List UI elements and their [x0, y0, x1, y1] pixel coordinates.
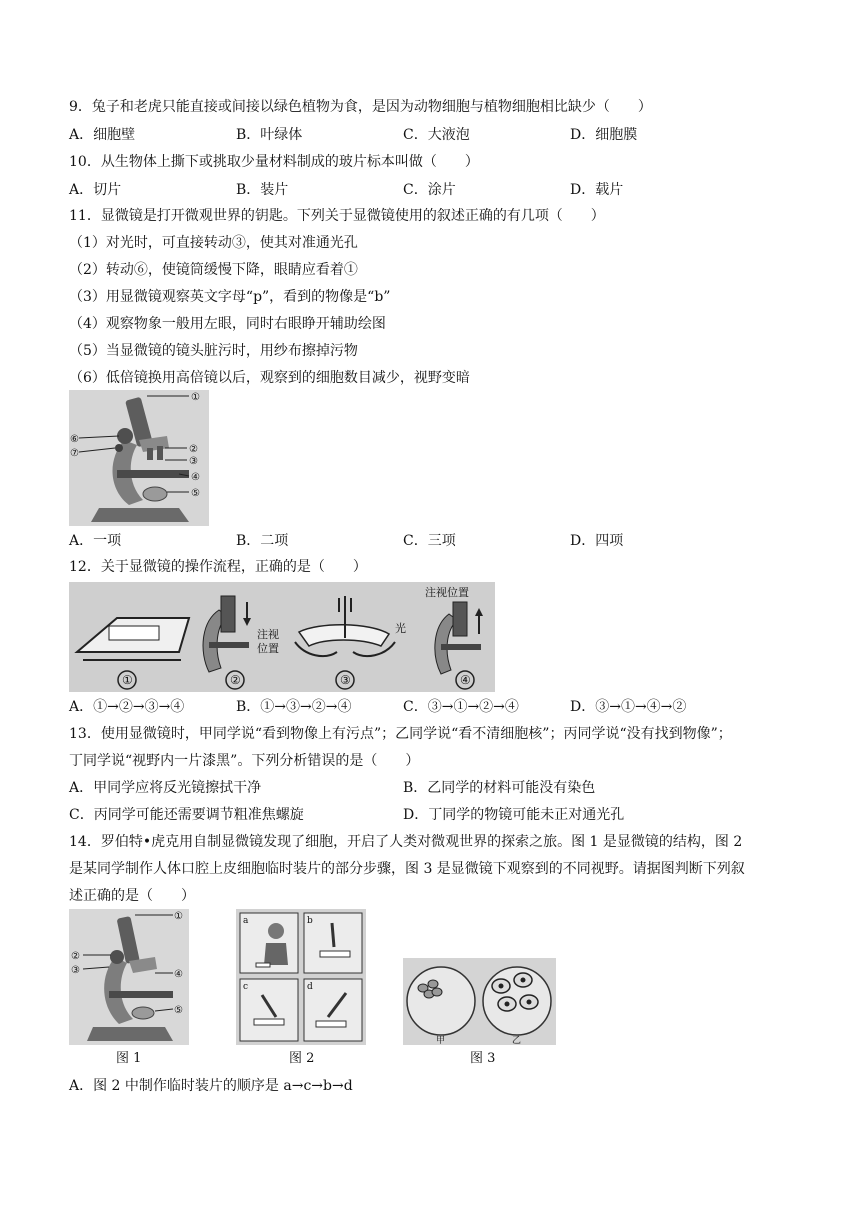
q10-option-b[interactable]: B．装片	[236, 182, 289, 198]
q11-fig-label-5: ⑤	[191, 488, 200, 499]
q12-fig-note-light: 光	[395, 622, 406, 635]
q14-fig2-label-b: b	[307, 916, 313, 926]
q9-option-d[interactable]: D．细胞膜	[570, 127, 638, 143]
q13-option-c[interactable]: C．丙同学可能还需要调节粗准焦螺旋	[69, 807, 304, 823]
q14-fig2-label-c: c	[243, 982, 249, 992]
q9-stem: 9．兔子和老虎只能直接或间接以绿色植物为食，是因为动物细胞与植物细胞相比缺少（ ）	[69, 99, 652, 115]
q12-procedure-figure	[69, 582, 495, 692]
q9-option-c[interactable]: C．大液泡	[403, 127, 470, 143]
q10-option-c[interactable]: C．涂片	[403, 182, 456, 198]
q14-fig1-label-5: ⑤	[174, 1005, 183, 1016]
q11-fig-label-4: ④	[191, 472, 200, 483]
q11-item-6: （6）低倍镜换用高倍镜以后，观察到的细胞数目减少，视野变暗	[69, 370, 470, 386]
q13-option-d[interactable]: D．丁同学的物镜可能未正对通光孔	[403, 807, 625, 823]
q14-option-a[interactable]: A．图 2 中制作临时装片的顺序是 a→c→b→d	[69, 1078, 353, 1094]
q13-stem-line2: 丁同学说“视野内一片漆黑”。下列分析错误的是（ ）	[69, 753, 420, 769]
q9-option-a[interactable]: A．细胞壁	[69, 127, 136, 143]
q11-fig-label-3: ③	[189, 456, 198, 467]
q11-option-a[interactable]: A．一项	[69, 533, 122, 549]
q10-option-d[interactable]: D．载片	[570, 182, 624, 198]
q13-option-a[interactable]: A．甲同学应将反光镜擦拭干净	[69, 780, 262, 796]
q14-stem-line3: 述正确的是（ ）	[69, 888, 195, 904]
q11-microscope-figure	[69, 390, 209, 526]
q14-fig1-label-3: ③	[71, 965, 80, 976]
q12-fig-note-zhushi: 注视	[257, 628, 279, 641]
q11-fig-label-7: ⑦	[70, 448, 79, 459]
q11-item-3: （3）用显微镜观察英文字母“p”，看到的物像是“b”	[69, 289, 391, 305]
q10-stem: 10．从生物体上撕下或挑取少量材料制成的玻片标本叫做（ ）	[69, 154, 479, 170]
q12-fig-step1: ①	[122, 673, 133, 687]
q14-fig1-microscope	[69, 909, 189, 1045]
q14-fig3-label-yi: 乙	[512, 1036, 522, 1045]
q14-caption-fig3: 图 3	[470, 1051, 496, 1066]
q14-fig2-label-d: d	[307, 982, 313, 992]
q13-option-b[interactable]: B．乙同学的材料可能没有染色	[403, 780, 596, 796]
q14-stem-line2: 是某同学制作人体口腔上皮细胞临时装片的部分步骤，图 3 是显微镜下观察到的不同视野。请据图判断下列叙	[69, 861, 745, 877]
q14-fig1-label-2: ②	[71, 951, 80, 962]
q12-fig-step4: ④	[460, 673, 471, 687]
q11-option-b[interactable]: B．二项	[236, 533, 289, 549]
q12-fig-step2: ②	[230, 673, 241, 687]
q12-option-d[interactable]: D．③→①→④→②	[570, 699, 687, 715]
q14-fig3-label-jia: 甲	[436, 1036, 446, 1045]
q11-option-c[interactable]: C．三项	[403, 533, 456, 549]
q10-option-a[interactable]: A．切片	[69, 182, 122, 198]
q14-fig1-label-1: ①	[174, 911, 183, 922]
q11-item-2: （2）转动⑥，使镜筒缓慢下降，眼睛应看着①	[69, 262, 358, 278]
q11-fig-label-2: ②	[189, 444, 198, 455]
q12-fig-step3: ③	[340, 673, 351, 687]
q14-caption-fig1: 图 1	[116, 1051, 142, 1066]
q12-option-b[interactable]: B．①→③→②→④	[236, 699, 352, 715]
q12-fig-note-weizhi: 位置	[257, 642, 279, 655]
q11-item-1: （1）对光时，可直接转动③，使其对准通光孔	[69, 235, 358, 251]
q11-stem: 11．显微镜是打开微观世界的钥匙。下列关于显微镜使用的叙述正确的有几项（ ）	[69, 208, 605, 224]
q13-stem-line1: 13．使用显微镜时，甲同学说“看到物像上有污点”；乙同学说“看不清细胞核”；丙同学说“没有找到物像”；	[69, 726, 732, 742]
q12-option-a[interactable]: A．①→②→③→④	[69, 699, 185, 715]
q14-fig2-steps	[236, 909, 366, 1045]
q9-option-b[interactable]: B．叶绿体	[236, 127, 303, 143]
q11-item-5: （5）当显微镜的镜头脏污时，用纱布擦掉污物	[69, 343, 358, 359]
q14-caption-fig2: 图 2	[289, 1051, 315, 1066]
q12-option-c[interactable]: C．③→①→②→④	[403, 699, 519, 715]
q12-fig-note-zhushiweizhi: 注视位置	[425, 586, 469, 599]
q14-fig1-label-4: ④	[174, 969, 183, 980]
q14-fig3-fields	[403, 958, 556, 1045]
q12-stem: 12．关于显微镜的操作流程，正确的是（ ）	[69, 559, 367, 575]
q11-fig-label-6: ⑥	[70, 434, 79, 445]
q11-item-4: （4）观察物象一般用左眼，同时右眼睁开辅助绘图	[69, 316, 386, 332]
q11-fig-label-1: ①	[191, 392, 200, 403]
q14-fig2-label-a: a	[243, 916, 249, 926]
q11-option-d[interactable]: D．四项	[570, 533, 624, 549]
q14-stem-line1: 14．罗伯特•虎克用自制显微镜发现了细胞，开启了人类对微观世界的探索之旅。图 1 是显微镜的结构，图 2	[69, 834, 743, 850]
